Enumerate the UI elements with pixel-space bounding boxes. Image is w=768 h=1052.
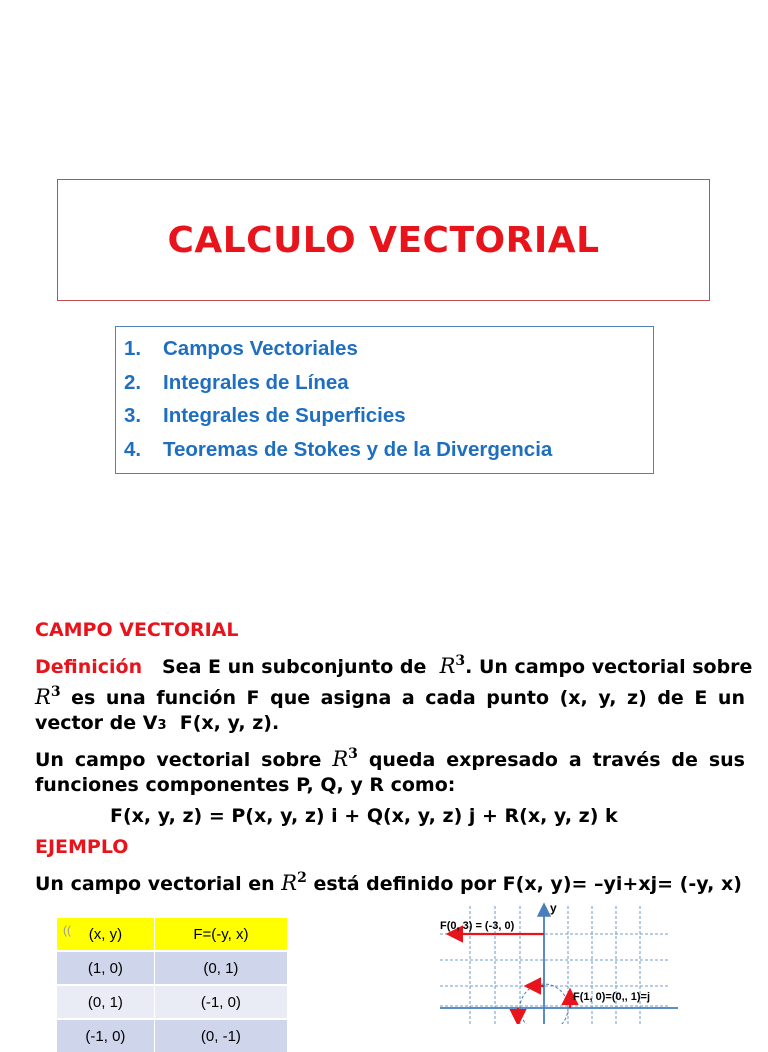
math-r3 [35,685,61,709]
table-row [57,985,288,1019]
toc-item-1 [124,332,653,366]
page-title: CALCULO VECTORIAL [167,219,600,261]
toc-number: 3. [124,404,142,427]
math-symbol: R [332,747,349,771]
math-r3 [332,747,358,771]
table-header [57,918,154,951]
table-cell: (0, -1) [154,1019,287,1052]
math-exponent: 3 [455,653,466,669]
definition-text: . Un campo vectorial sobre [465,656,753,678]
toc-item-3 [124,399,653,433]
definition-line-1 [35,646,753,678]
math-symbol: R [281,871,298,895]
definition-section [35,615,753,895]
math-symbol: R [439,654,456,678]
example-heading: EJEMPLO [35,836,129,858]
table-cell: (0, 1) [154,951,287,985]
table-header-row [57,918,288,951]
toc-number: 1. [124,337,142,360]
definition-text: es una función F que asigna a cada punto (x, y, z) de E un [71,687,745,709]
subscript: 3 [157,718,167,733]
toc-label: Integrales de Superficies [163,404,406,427]
example-text: Un campo vectorial en [35,873,275,895]
math-exponent: 2 [297,870,307,886]
toc-item-2 [124,366,653,400]
paragraph-line-2: funciones componentes P, Q, y R como: [35,774,456,796]
formula: F(x, y, z) = P(x, y, z) i + Q(x, y, z) j + R(x, y, z) k [110,805,618,827]
annotation-right: F(1, 0)=(0,, 1)=j [573,991,651,1003]
definition-text: vector de V [35,712,158,734]
math-exponent: 3 [348,746,358,762]
definition-label: Definición [35,656,143,678]
definition-line-3 [35,708,745,739]
table-of-contents [115,326,654,474]
paragraph-text: Un campo vectorial sobre [35,749,322,771]
table-cell: (-1, 0) [57,1019,154,1052]
math-r3 [440,654,466,678]
table-cell: (0, 1) [57,985,154,1019]
section-heading: CAMPO VECTORIAL [35,619,239,641]
paragraph-line-1 [35,739,745,770]
vector-field-table [57,918,288,1052]
table-cell: (-1, 0) [154,985,287,1019]
toc-number: 2. [124,370,142,394]
vector-field-plot [420,896,690,1024]
math-r2 [281,871,307,895]
definition-line-2 [35,677,745,708]
toc-label: Integrales de Línea [163,370,349,394]
definition-text: Sea E un subconjunto de [162,656,427,678]
toc-item-4 [124,433,653,467]
paragraph-text: queda expresado a través de sus [368,749,745,771]
table-header: F=(-y, x) [154,918,287,951]
definition-text: F(x, y, z). [179,712,280,734]
math-exponent: 3 [50,684,61,700]
table-mark: (( [63,923,71,937]
y-axis-label: y [550,901,557,915]
example-text: está definido por F(x, y)= –yi+xj= (-y, x) [313,873,742,895]
math-symbol: R [35,685,51,709]
example-line [35,863,745,894]
annotation-top: F(0, 3) = (-3, 0) [440,920,515,932]
toc-label: Campos Vectoriales [163,337,358,360]
table-cell: (1, 0) [57,951,154,985]
toc-label: Teoremas de Stokes y de la Divergencia [163,437,553,461]
header-label: (x, y) [88,925,123,943]
title-box [57,179,710,301]
table-row [57,951,288,985]
toc-number: 4. [124,437,142,461]
